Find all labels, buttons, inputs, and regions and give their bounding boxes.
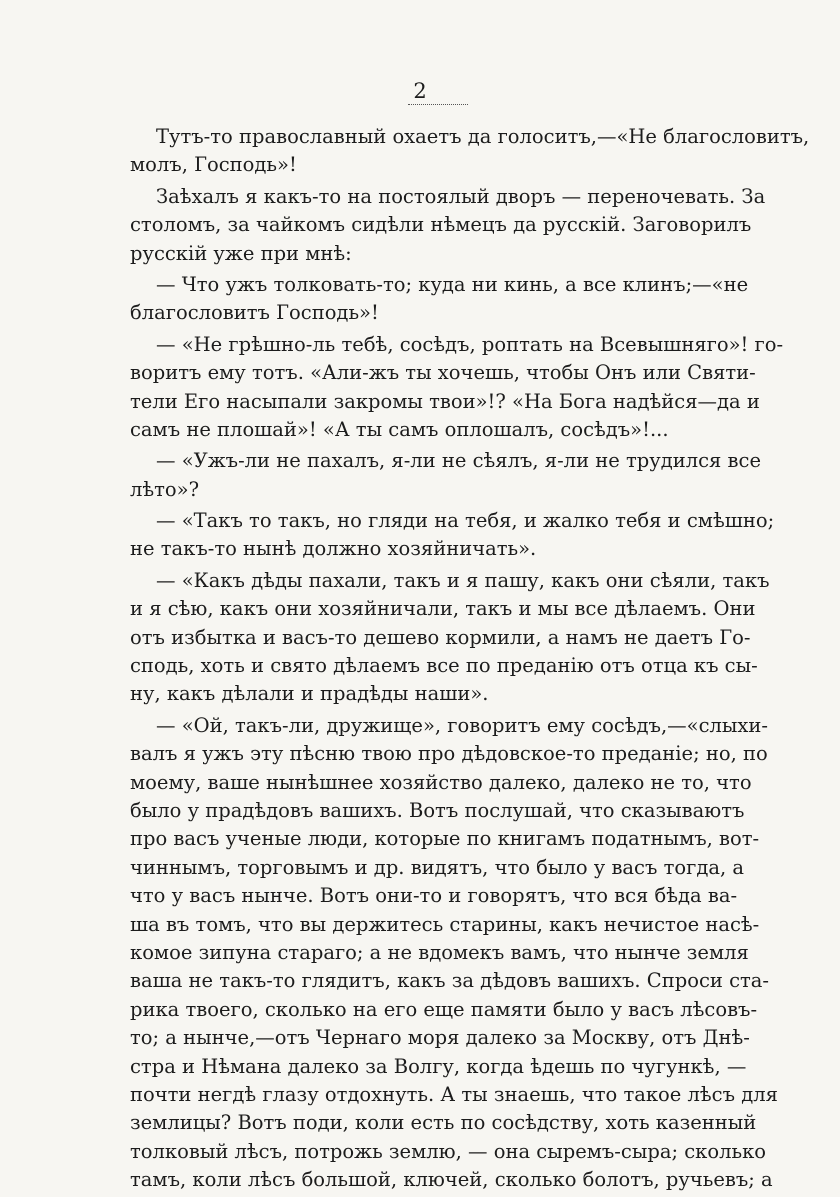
text-line: — Что ужъ толковать-то; куда ни кинь, а все клинъ;—«не <box>156 272 749 296</box>
text-line: столомъ, за чайкомъ сидѣли нѣмецъ да русскій. Заговорилъ <box>130 213 752 237</box>
text-line: воритъ ему тотъ. «Али-жъ ты хочешь, чтобы Онъ или Святи- <box>130 361 756 385</box>
text-line: лѣто»? <box>130 477 200 501</box>
text-line: то; а нынче,—отъ Чернаго моря далеко за Москву, отъ Днѣ- <box>130 1026 750 1050</box>
text-line: и я сѣю, какъ они хозяйничали, такъ и мы все дѣлаемъ. Они <box>130 597 756 621</box>
paragraph <box>130 712 778 1195</box>
text-line: ваша не такъ-то глядитъ, какъ за дѣдовъ вашихъ. Спроси ста- <box>130 969 769 993</box>
page-number: 2 <box>413 79 427 103</box>
page-number-rule <box>408 104 468 105</box>
paragraph <box>130 271 749 328</box>
text-line: чиннымъ, торговымъ и др. видятъ, что было у васъ тогда, а <box>130 855 744 879</box>
paragraph <box>130 567 770 709</box>
text-line: землицы? Вотъ поди, коли есть по сосѣдству, хоть казенный <box>130 1111 757 1135</box>
text-line: отъ избытка и васъ-то дешево кормили, а намъ не даетъ Го- <box>130 625 751 649</box>
text-line: самъ не плошай»! «А ты самъ оплошалъ, сосѣдъ»!... <box>130 417 669 441</box>
paragraph <box>130 507 775 564</box>
text-line: — «Не грѣшно-ль тебѣ, сосѣдъ, роптать на Всевышняго»! го- <box>156 332 784 356</box>
text-line: тамъ, коли лѣсъ большой, ключей, сколько болотъ, ручьевъ; а <box>130 1168 773 1192</box>
body-text <box>130 123 810 1197</box>
text-line: — «Какъ дѣды пахали, такъ и я пашу, какъ они сѣяли, такъ <box>156 568 770 592</box>
text-line: — «Ужъ-ли не пахалъ, я-ли не сѣялъ, я-ли не трудился все <box>156 449 761 473</box>
text-line: стра и Нѣмана далеко за Волгу, когда ѣдешь по чугункѣ, — <box>130 1054 747 1078</box>
text-line: ну, какъ дѣлали и прадѣды наши». <box>130 682 489 706</box>
text-line: тели Его насыпали закромы твои»!? «На Бога надѣйся—да и <box>130 389 760 413</box>
text-line: моему, ваше нынѣшнее хозяйство далеко, далеко не то, что <box>130 770 752 794</box>
text-line: сподь, хоть и свято дѣлаемъ все по преданію отъ отца къ сы- <box>130 654 758 678</box>
text-line: было у прадѣдовъ вашихъ. Вотъ послушай, что сказываютъ <box>130 798 745 822</box>
text-line: рика твоего, сколько на его еще памяти было у васъ лѣсовъ- <box>130 997 758 1021</box>
text-line: Тутъ-то православный охаетъ да голоситъ,—«Не благословитъ, <box>156 125 810 148</box>
text-line: почти негдѣ глазу отдохнуть. А ты знаешь, что такое лѣсъ для <box>130 1082 778 1106</box>
text-line: русскій уже при мнѣ: <box>130 241 352 265</box>
text-line: ша въ томъ, что вы держитесь старины, какъ нечистое насѣ- <box>130 912 760 936</box>
text-line: про васъ ученые люди, которые по книгамъ податнымъ, вот- <box>130 827 760 851</box>
paragraph <box>130 331 784 445</box>
text-line: что у васъ нынче. Вотъ они-то и говорятъ, что вся бѣда ва- <box>130 884 738 908</box>
text-line: валъ я ужъ эту пѣсню твою про дѣдовское-то преданіе; но, по <box>130 742 768 766</box>
text-line: комое зипуна стараго; а не вдомекъ вамъ, что нынче земля <box>130 940 749 964</box>
text-line: толковый лѣсъ, потрожь землю, — она сыремъ-сыра; сколько <box>130 1139 766 1163</box>
text-line: молъ, Господь»! <box>130 153 297 177</box>
text-line: не такъ-то нынѣ должно хозяйничать». <box>130 537 537 561</box>
paragraph <box>130 447 761 504</box>
paragraph <box>130 123 810 180</box>
text-line: благословитъ Господь»! <box>130 301 379 325</box>
text-line: — «Такъ то такъ, но гляди на тебя, и жалко тебя и смѣшно; <box>156 509 775 533</box>
text-line: — «Ой, такъ-ли, дружище», говоритъ ему сосѣдъ,—«слыхи- <box>156 713 769 737</box>
text-line: Заѣхалъ я какъ-то на постоялый дворъ — переночевать. За <box>156 184 766 208</box>
paragraph <box>130 183 766 268</box>
